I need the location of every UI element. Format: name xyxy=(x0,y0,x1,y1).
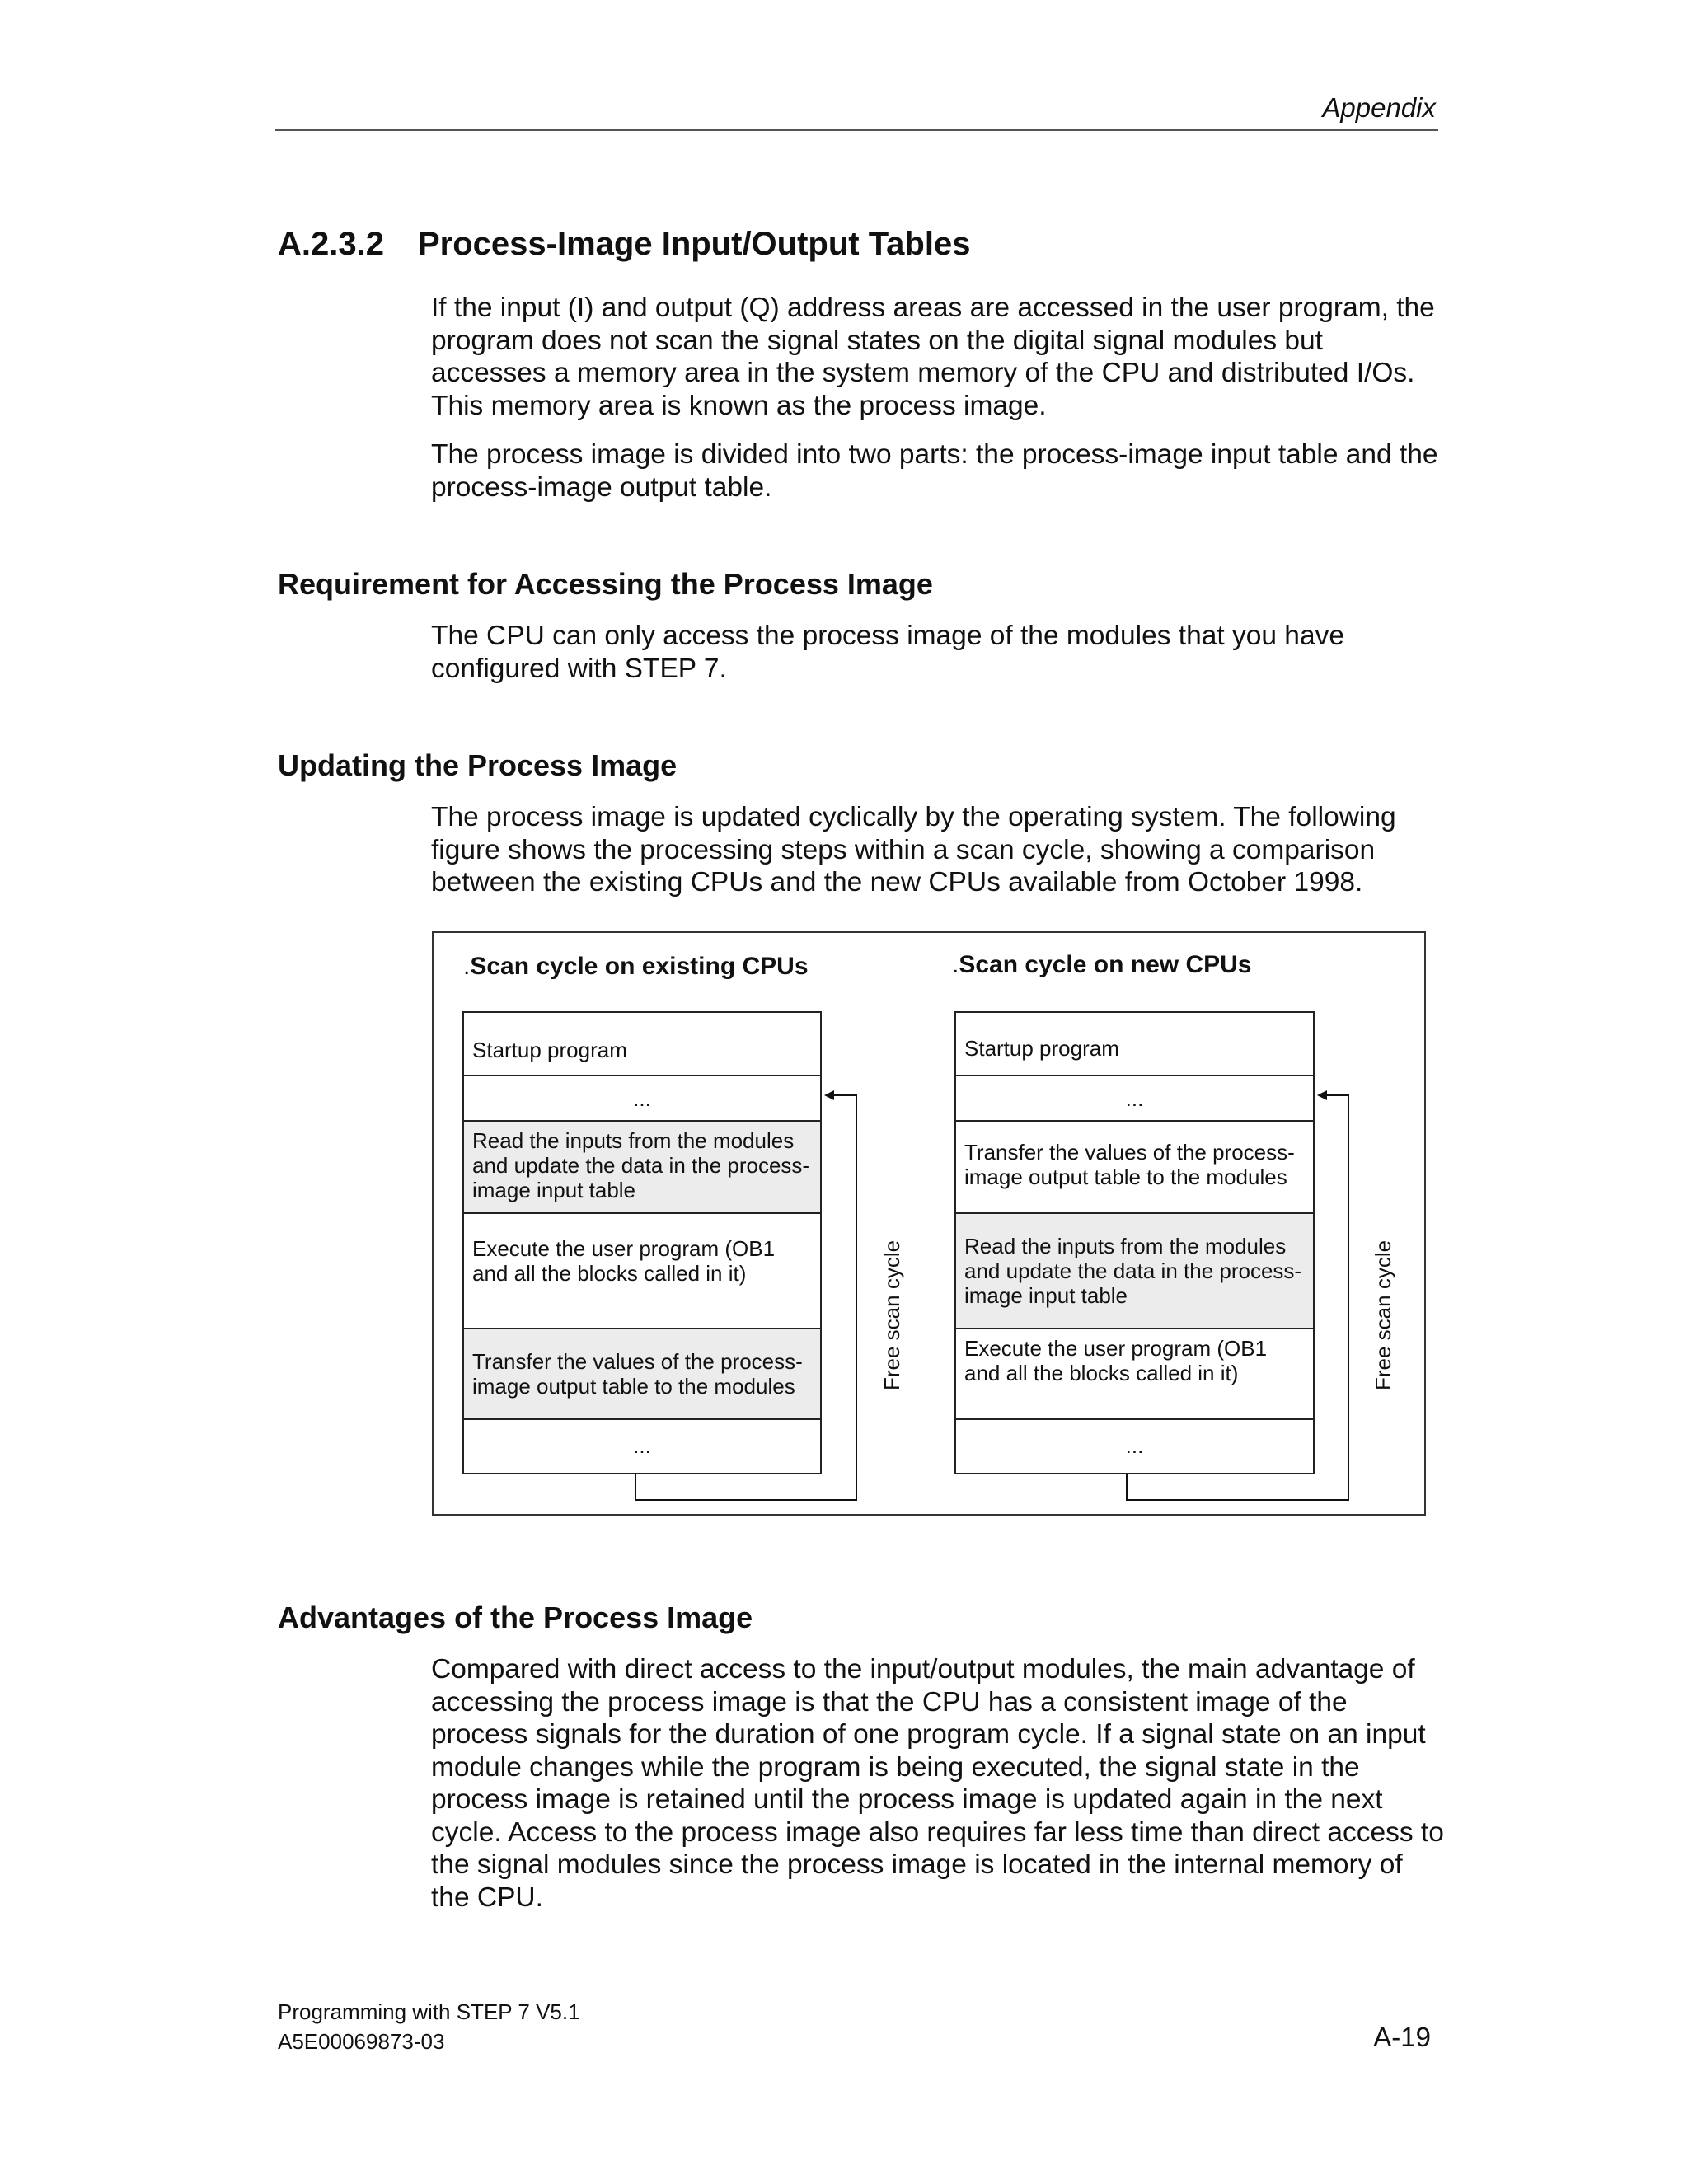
updating-paragraph: The process image is updated cyclically by the operating system. The following figure shows the processing steps within a scan cycle, showing a comparison between the existing CPUs and the new CPUs available from October 1998. xyxy=(431,802,1396,898)
left-step-startup: Startup program xyxy=(472,1038,627,1062)
footer-doc-number: A5E00069873-03 xyxy=(278,2029,445,2054)
section-number: A.2.3.2 xyxy=(278,226,384,262)
right-step-ellipsis-top: ... xyxy=(956,1075,1313,1120)
intro-paragraph-1: If the input (I) and output (Q) address areas are accessed in the user program, the program does not scan the signal states on the digital signal modules but accesses a memory area in the system memory of the CPU and distributed I/Os. This memory area is known as the process image. xyxy=(431,293,1435,421)
requirement-heading: Requirement for Accessing the Process Image xyxy=(278,567,933,601)
right-title-dot: . xyxy=(952,951,959,978)
left-title-dot: . xyxy=(463,953,471,980)
header-rule xyxy=(275,129,1438,131)
left-step-read-inputs: Read the inputs from the modules and update the data in the process-image input table xyxy=(464,1120,820,1212)
left-loop-arrow xyxy=(635,1095,856,1500)
left-step-execute-program: Execute the user program (OB1 and all the blocks called in it) xyxy=(464,1212,820,1328)
right-title-text: Scan cycle on new CPUs xyxy=(959,951,1252,978)
advantages-paragraph: Compared with direct access to the input/output modules, the main advantage of accessing the process image is that the CPU has a consistent image of the process signals for the duration of one program cycle. If a signal state on an input module changes while the program is being executed, the signal state in the process image is retained until the process image is updated again in the next cycle. Access to the process image also requires far less time than direct access to the signal modules since the process image is located in the internal memory of the CPU. xyxy=(431,1654,1444,1913)
right-step-read-inputs: Read the inputs from the modules and update the data in the process-image input table xyxy=(956,1212,1313,1328)
intro-paragraph-2: The process image is divided into two parts: the process-image input table and the process-image output table. xyxy=(431,439,1438,503)
right-step-execute-program: Execute the user program (OB1 and all the blocks called in it) xyxy=(956,1328,1313,1418)
advantages-heading: Advantages of the Process Image xyxy=(278,1601,753,1634)
left-free-scan-cycle-label: Free scan cycle xyxy=(879,1240,904,1390)
right-loop-arrow xyxy=(1127,1095,1348,1500)
running-head: Appendix xyxy=(1322,92,1436,123)
updating-heading: Updating the Process Image xyxy=(278,748,678,782)
scan-cycle-figure xyxy=(432,931,1426,1516)
loop-arrows xyxy=(434,933,1428,1517)
right-step-startup: Startup program xyxy=(964,1036,1119,1061)
right-step-transfer-outputs: Transfer the values of the process-image output table to the modules xyxy=(956,1120,1313,1212)
left-step-ellipsis-top: ... xyxy=(464,1075,820,1120)
right-step-ellipsis-bottom: ... xyxy=(956,1418,1313,1474)
left-title-text: Scan cycle on existing CPUs xyxy=(470,953,809,980)
right-free-scan-cycle-label: Free scan cycle xyxy=(1371,1240,1395,1390)
section-title: Process-Image Input/Output Tables xyxy=(418,226,971,262)
left-step-ellipsis-bottom: ... xyxy=(464,1418,820,1474)
footer-doc-title: Programming with STEP 7 V5.1 xyxy=(278,1999,580,2024)
left-step-transfer-outputs: Transfer the values of the process-image output table to the modules xyxy=(464,1328,820,1418)
page-number: A-19 xyxy=(1373,2022,1431,2052)
requirement-paragraph: The CPU can only access the process image of the modules that you have configured with STEP 7. xyxy=(431,621,1344,684)
